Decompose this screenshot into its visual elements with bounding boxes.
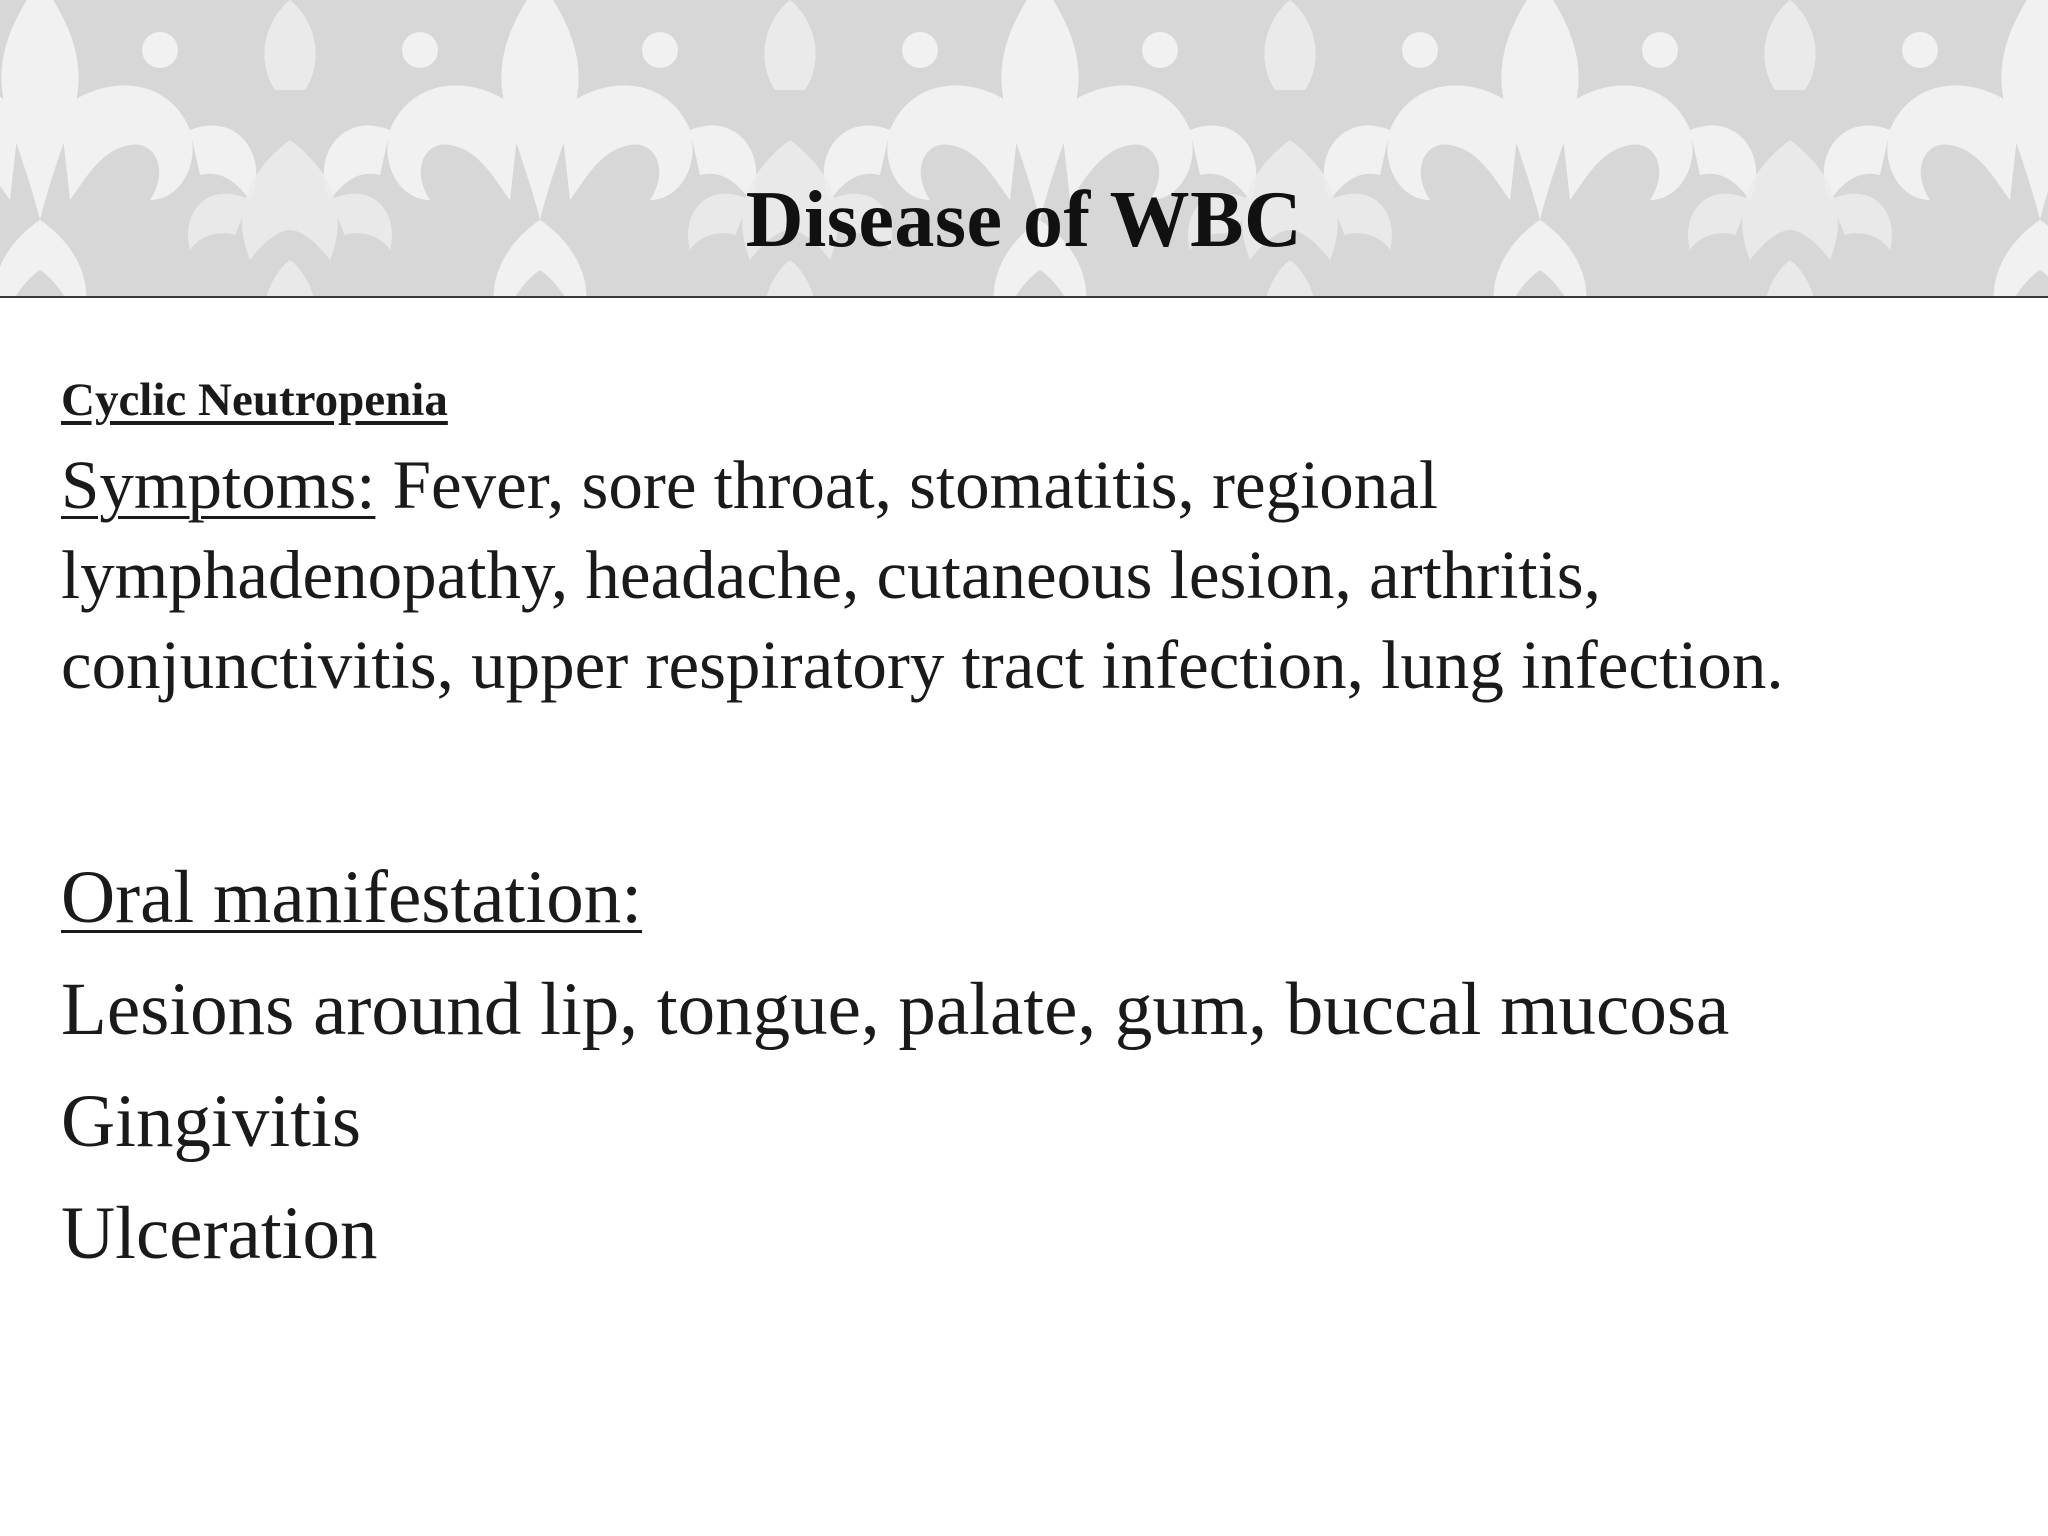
list-item: Gingivitis (61, 1080, 362, 1163)
symptoms-text: Fever, sore throat, stomatitis, regional lymphadenopathy, headache, cutaneous lesion, arthritis, conjunctivitis, upper respiratory tract infection, lung infection. (61, 447, 1784, 703)
symptoms-label: Symptoms: (61, 447, 376, 523)
slide-title: Disease of WBC (745, 176, 1303, 264)
subheading: Cyclic Neutropenia (61, 374, 448, 426)
symptoms-paragraph (61, 440, 1961, 710)
oral-manifestation-list (61, 954, 1981, 1290)
oral-heading-label: Oral manifestation: (61, 856, 643, 939)
list-item: Lesions around lip, tongue, palate, gum, buccal mucosa (61, 968, 1730, 1051)
slide-body (61, 370, 1981, 1290)
header-band (0, 0, 2048, 298)
list-item: Ulceration (61, 1192, 378, 1275)
oral-manifestation-heading (61, 848, 1981, 948)
